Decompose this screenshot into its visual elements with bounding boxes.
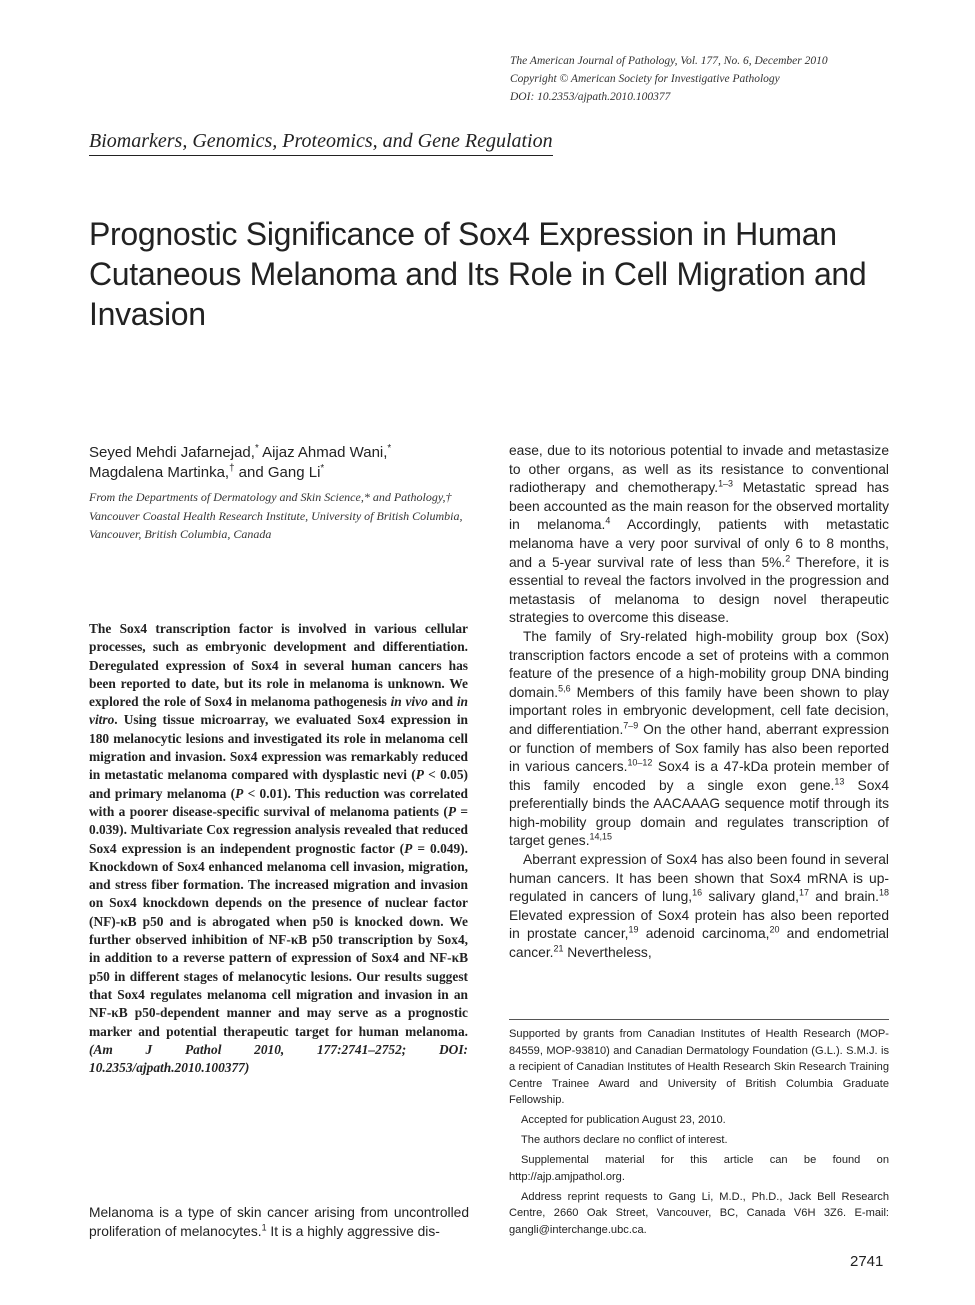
body-text-right <box>509 442 889 963</box>
author-name: Seyed Mehdi Jafarnejad, <box>89 444 255 461</box>
author-name: and Gang Li <box>234 464 321 481</box>
journal-header <box>510 52 910 106</box>
article-title: Prognostic Significance of Sox4 Expression in Human Cutaneous Melanoma and Its Role in Cell Migration and Invasion <box>89 216 867 332</box>
footnote-divider <box>509 1019 889 1020</box>
footnote-accepted: Accepted for publication August 23, 2010. <box>521 1114 726 1126</box>
footnotes <box>509 1026 889 1242</box>
affiliation: From the Departments of Dermatology and Skin Science,* and Pathology,† Vancouver Coastal Health Research Institute, University of British Columbia, Vancouver, British Columbia, Canada <box>89 490 463 541</box>
author-name: Magdalena Martinka, <box>89 464 230 481</box>
author-list <box>89 443 479 483</box>
author-mark: * <box>320 463 325 474</box>
author-mark: * <box>254 443 259 454</box>
journal-doi: DOI: 10.2353/ajpath.2010.100377 <box>510 91 671 103</box>
journal-copyright: Copyright © American Society for Investigative Pathology <box>510 73 780 85</box>
footnote-reprint: Address reprint requests to Gang Li, M.D., Ph.D., Jack Bell Research Centre, 2660 Oak Street, Vancouver, BC, Canada V6H 3Z6. E-mail: gangli@interchange.ubc.ca. <box>509 1190 889 1236</box>
author-mark: † <box>229 463 235 474</box>
page-number: 2741 <box>850 1253 884 1270</box>
footnote-supplemental: Supplemental material for this article can be found on http://ajp.amjpathol.org. <box>509 1154 889 1183</box>
footnote-conflict: The authors declare no conflict of interest. <box>521 1134 728 1146</box>
journal-citation: The American Journal of Pathology, Vol. 177, No. 6, December 2010 <box>510 55 828 67</box>
author-mark: * <box>387 443 392 454</box>
author-name: Aijaz Ahmad Wani, <box>258 444 388 461</box>
abstract-citation: (Am J Pathol 2010, 177:2741–2752; DOI: 10.2353/ajpath.2010.100377) <box>89 1041 468 1076</box>
body-paragraph: The family of Sry-related high-mobility group box (Sox) transcription factors encode a set of proteins with a common feature of the presence of a high-mobility group DNA binding domain.$^{5,6}$ Members of this family have been shown to play important roles in embryonic development, cell fate decision, and differentiation.$^{7-9}$ On the other hand, aberrant expression or function of members of Sox family has also been reported in various cancers.$^{10-12}$ Sox4 is a 47-kDa protein member of this family encoded by a single exon gene.$^{13}$ Sox4 preferentially binds the AACAAAG sequence motif through its high-mobility group domain and regulates transcription of target genes.$^{14,15}$ <box>509 628 889 849</box>
body-paragraph: ease, due to its notorious potential to invade and metastasize to other organs, as well as its resistance to conventional radiotherapy and chemotherapy.$^{1-3}$ Metastatic spread has been accounted as the main reason for the observed mortality in melanoma.$^4$ Accordingly, patients with metastatic melanoma have a very poor survival of only 6 to 8 months, and a 5-year survival rate of less than 5%.$^2$ Therefore, it is essential to reveal the factors involved in the progression and metastasis of melanoma to design novel therapeutic strategies to overcome this disease. <box>509 443 889 626</box>
footnote-funding: Supported by grants from Canadian Institutes of Health Research (MOP-84559, MOP-93810) and Canadian Dermatology Foundation (G.L.). S.M.J. is a recipient of Canadian Institutes of Health Research Skin Research Training Centre Trainee Award and University of British Columbia Graduate Fellowship. <box>509 1028 889 1106</box>
body-text-left: Melanoma is a type of skin cancer arising from uncontrolled proliferation of melanocytes.$^1$ It is a highly aggressive dis- <box>89 1205 469 1239</box>
body-paragraph: Aberrant expression of Sox4 has also been found in several human cancers. It has been shown that Sox4 mRNA is up-regulated in cancers of lung,$^{16}$ salivary gland,$^{17}$ and brain.$^{18}$ Elevated expression of Sox4 protein has also been reported in prostate cancer,$^{19}$ adenoid carcinoma,$^{20}$ and endometrial cancer.$^{21}$ Nevertheless, <box>509 852 890 961</box>
section-heading: Biomarkers, Genomics, Proteomics, and Gene Regulation <box>89 130 553 156</box>
abstract: The Sox4 transcription factor is involved in various cellular processes, such as embryonic development and differentiation. Deregulated expression of Sox4 in several human cancers has been reported to date, but its role in melanoma is unknown. We explored the role of Sox4 in melanoma pathogenesis in vivo and in vitro. Using tissue microarray, we evaluated Sox4 expression in 180 melanocytic lesions and investigated its role in melanoma cell migration and invasion. Sox4 expression was remarkably reduced in metastatic melanoma compared with dysplastic nevi (P < 0.05) and primary melanoma (P < 0.01). This reduction was correlated with a poorer disease-specific survival of melanoma patients (P = 0.039). Multivariate Cox regression analysis revealed that reduced Sox4 expression is an independent prognostic factor (P = 0.049). Knockdown of Sox4 enhanced melanoma cell invasion, migration, and stress fiber formation. The increased migration and invasion on Sox4 knockdown depends on the presence of nuclear factor (NF)-κB p50 and is abrogated when p50 is knocked down. We further observed inhibition of NF-κB p50 transcription by Sox4, in addition to a reverse pattern of expression of Sox4 and NF-κB p50 in different stages of melanocytic lesions. Our results suggest that Sox4 regulates melanoma cell migration and invasion in an NF-κB p50-dependent manner and may serve as a prognostic marker and potential therapeutic target for human melanoma. (Am J Pathol 2010, 177:2741–2752; DOI: 10.2353/ajpath.2010.100377) <box>89 621 469 1076</box>
